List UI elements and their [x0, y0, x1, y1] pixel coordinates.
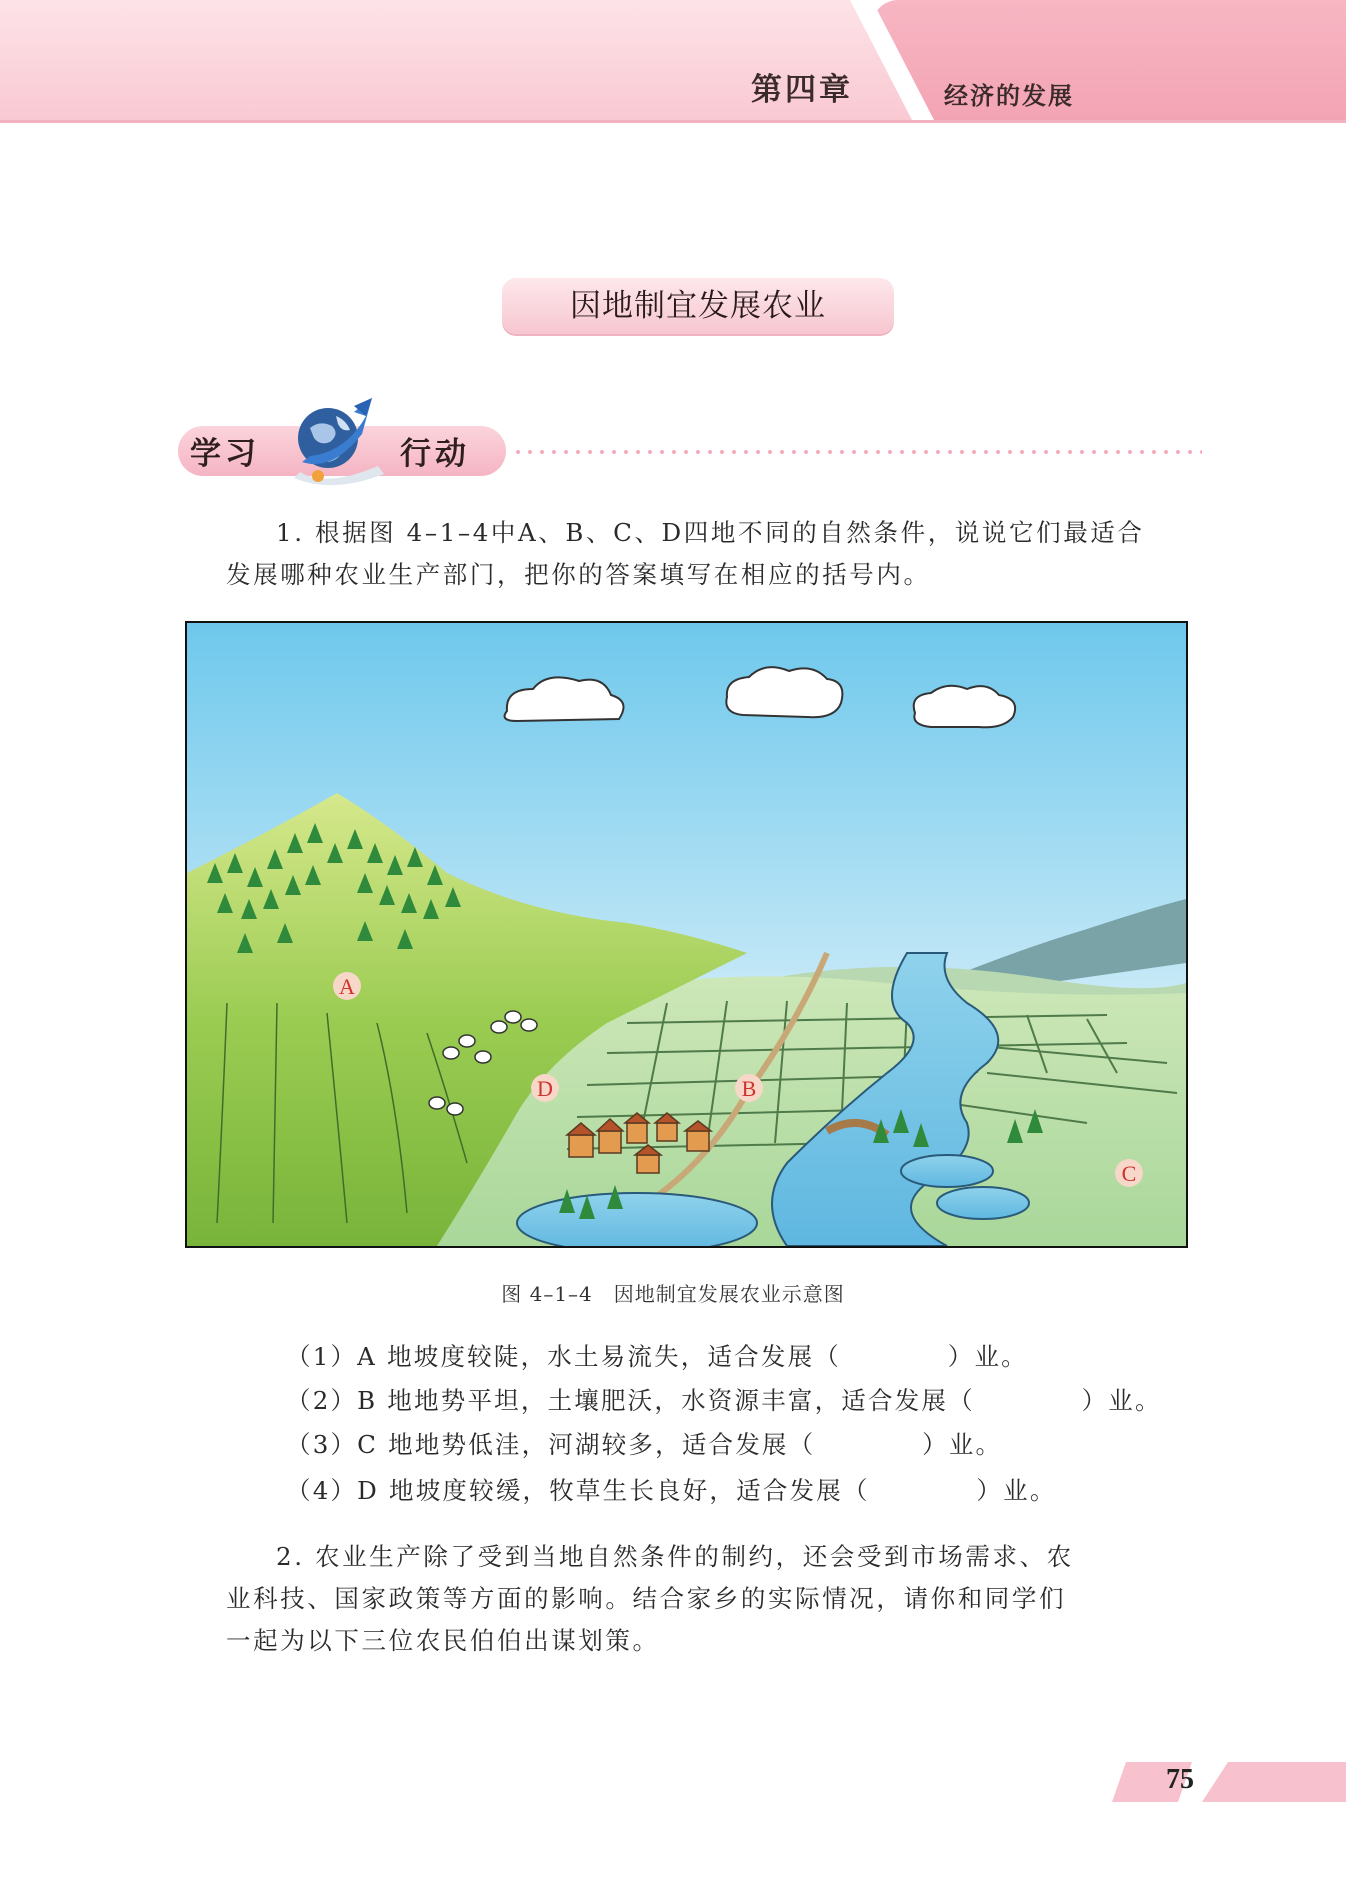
svg-text:B: B — [741, 1076, 757, 1101]
dotted-divider — [512, 450, 1202, 454]
question-2-line-2: 业科技、国家政策等方面的影响。结合家乡的实际情况，请你和同学们 — [226, 1584, 1067, 1613]
svg-text:C: C — [1121, 1161, 1137, 1186]
svg-text:D: D — [537, 1076, 553, 1101]
marker-c — [1115, 1159, 1143, 1187]
chapter-subtitle: 经济的发展 — [944, 82, 1074, 110]
lake — [517, 1193, 757, 1246]
fill-in-item-4: （4）D 地坡度较缓，牧草生长良好，适合发展（ ）业。 — [286, 1476, 1057, 1505]
activity-label-right: 行动 — [400, 436, 470, 472]
question-2-line-1: 2. 农业生产除了受到当地自然条件的制约，还会受到市场需求、农 — [276, 1542, 1074, 1571]
agriculture-illustration — [185, 621, 1188, 1248]
page-number: 75 — [1166, 1764, 1194, 1795]
fill-in-item-2: （2）B 地地势平坦，土壤肥沃，水资源丰富，适合发展（ ）业。 — [286, 1386, 1162, 1415]
fill-in-item-3: （3）C 地地势低洼，河湖较多，适合发展（ ）业。 — [286, 1430, 1003, 1459]
header-rule — [0, 120, 1346, 123]
question-1 — [226, 512, 1166, 596]
globe-arrow-icon — [280, 376, 400, 494]
section-title: 因地制宜发展农业 — [502, 278, 894, 334]
question-1-line-1: 1. 根据图 4–1–4中A、B、C、D四地不同的自然条件，说说它们最适合 — [276, 518, 1145, 547]
question-2 — [226, 1536, 1166, 1662]
marker-d — [531, 1074, 559, 1102]
chapter-title: 第四章 — [751, 72, 853, 108]
marker-a — [333, 972, 361, 1000]
question-2-line-3: 一起为以下三位农民伯伯出谋划策。 — [226, 1626, 660, 1655]
fish-pond — [901, 1155, 993, 1187]
svg-text:A: A — [339, 974, 355, 999]
marker-b — [735, 1074, 763, 1102]
fish-pond — [937, 1187, 1029, 1219]
figure-caption: 图 4–1–4 因地制宜发展农业示意图 — [501, 1282, 845, 1306]
page-number-band — [1202, 1762, 1346, 1802]
activity-label-left: 学习 — [190, 436, 260, 472]
fill-in-item-1: （1）A 地坡度较陡，水土易流失，适合发展（ ）业。 — [286, 1342, 1028, 1371]
question-1-line-2: 发展哪种农业生产部门，把你的答案填写在相应的括号内。 — [226, 560, 931, 589]
